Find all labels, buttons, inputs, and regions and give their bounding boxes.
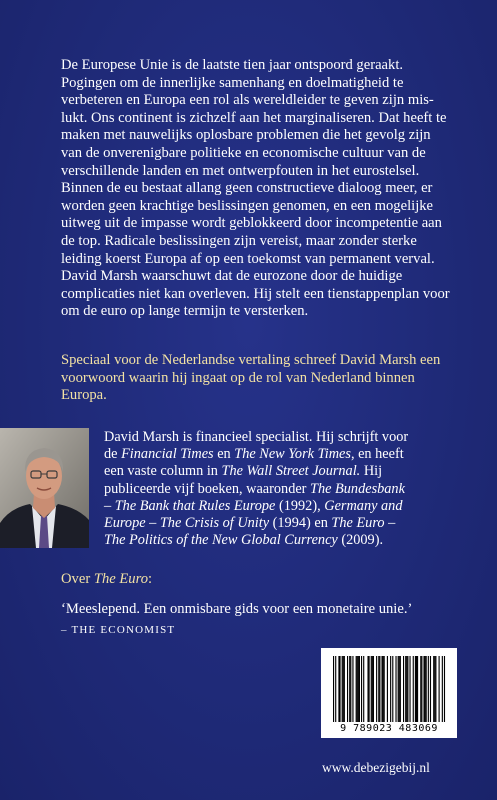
bio-line: – The Bank that Rules Europe (1992), Germany and bbox=[104, 497, 403, 514]
blurb-line: lukt. Ons continent is zichzelf aan het marginaliseren. Dat heeft te bbox=[61, 109, 447, 126]
blurb-text bbox=[61, 57, 466, 321]
barcode-bar bbox=[415, 656, 416, 722]
barcode-bar bbox=[381, 656, 382, 722]
blurb-line: De Europese Unie is de laatste tien jaar ontspoord geraakt. bbox=[61, 57, 404, 73]
barcode-bar bbox=[426, 656, 427, 722]
barcode-bar bbox=[343, 656, 344, 722]
barcode-bar bbox=[344, 656, 345, 722]
barcode-bar bbox=[338, 656, 339, 722]
barcode-bar bbox=[423, 656, 424, 722]
barcode-bar bbox=[400, 656, 401, 722]
barcode-bar bbox=[403, 656, 404, 722]
note-line: Europa. bbox=[61, 387, 107, 404]
author-photo bbox=[0, 428, 89, 548]
blurb-line: Binnen de eu bestaat allang geen constructieve dialoog meer, er bbox=[61, 180, 433, 197]
barcode-bar bbox=[349, 656, 350, 722]
barcode-bar bbox=[371, 656, 372, 722]
barcode-bar bbox=[347, 656, 348, 722]
barcode-bar bbox=[430, 656, 431, 722]
blurb-line: de top. Radicale beslissingen zijn vereist, maar zonder sterke bbox=[61, 232, 417, 249]
blurb-line: complicaties niet kan overleven. Hij stelt een tienstappenplan voor bbox=[61, 285, 450, 302]
barcode-bar bbox=[369, 656, 370, 722]
blurb-line: leiding koerst Europa af op een toekomst van permanent verval. bbox=[61, 250, 435, 267]
barcode-bar bbox=[350, 656, 351, 722]
barcode-bar bbox=[444, 656, 445, 722]
barcode-bar bbox=[383, 656, 384, 722]
isbn-number: 9 789023 483069 bbox=[340, 723, 438, 734]
blurb-line: verschillende landen en met ontwerpfouten in het eurostelsel. bbox=[61, 162, 420, 179]
barcode-bar bbox=[406, 656, 407, 722]
bio-line: The Politics of the New Global Currency (2009). bbox=[104, 532, 384, 549]
barcode-bar bbox=[399, 656, 400, 722]
isbn-barcode bbox=[321, 648, 457, 738]
barcode-bar bbox=[356, 656, 357, 722]
barcode-bar bbox=[367, 656, 368, 722]
barcode-bar bbox=[359, 656, 360, 722]
barcode-bar bbox=[435, 656, 436, 722]
bio-line: Europe – The Crisis of Unity (1994) en The Euro – bbox=[104, 515, 396, 532]
barcode-bar bbox=[413, 656, 414, 722]
barcode-bar bbox=[372, 656, 373, 722]
barcode-bar bbox=[378, 656, 379, 722]
blurb-line: Pogingen om de innerlijke samenhang en doelmatigheid te bbox=[61, 74, 404, 91]
barcode-bar bbox=[357, 656, 358, 722]
barcode-bar bbox=[361, 656, 362, 722]
review-source: – THE ECONOMIST bbox=[61, 624, 176, 636]
blurb-line: uitweg uit de impasse wordt geblokkeerd door incompetentie aan bbox=[61, 215, 442, 232]
barcode-bar bbox=[335, 656, 336, 722]
barcode-bar bbox=[352, 656, 353, 722]
barcode-bar bbox=[428, 656, 429, 722]
blurb-line: David Marsh waarschuwt dat de eurozone door de huidige bbox=[61, 268, 403, 285]
dutch-edition-note bbox=[61, 352, 466, 405]
bio-line: een vaste column in The Wall Street Journal. Hij bbox=[104, 463, 383, 480]
note-line: Speciaal voor de Nederlandse vertaling schreef David Marsh een bbox=[61, 352, 441, 368]
barcode-bar bbox=[416, 656, 417, 722]
barcode-bar bbox=[421, 656, 422, 722]
barcode-bar bbox=[420, 656, 421, 722]
barcode-bar bbox=[433, 656, 434, 722]
bio-line: publiceerde vijf boeken, waaronder The Bundesbank bbox=[104, 480, 405, 497]
barcode-bar bbox=[379, 656, 380, 722]
barcode-bar bbox=[342, 656, 343, 722]
bio-line: de Financial Times en The New York Times, en heeft bbox=[104, 446, 404, 463]
barcode-bar bbox=[405, 656, 406, 722]
blurb-line: verbeteren en Europa een rol als wereldleider te geven zijn mis- bbox=[61, 92, 434, 109]
barcode-bar bbox=[358, 656, 359, 722]
publisher-website[interactable]: www.debezigebij.nl bbox=[322, 760, 430, 775]
barcode-bar bbox=[434, 656, 435, 722]
barcode-bar bbox=[417, 656, 418, 722]
barcode-bar bbox=[409, 656, 410, 722]
barcode-bar bbox=[387, 656, 388, 722]
barcode-bar bbox=[398, 656, 399, 722]
barcode-bar bbox=[425, 656, 426, 722]
review-quote: ‘Meeslepend. Een onmisbare gids voor een monetaire unie.’ bbox=[61, 601, 413, 617]
blurb-line: worden geen krachtige beslissingen genomen, en een mogelijke bbox=[61, 197, 434, 214]
bio-line: David Marsh is financieel specialist. Hij schrijft voor bbox=[104, 429, 409, 445]
barcode-bar bbox=[333, 656, 334, 722]
barcode-bar bbox=[392, 656, 393, 722]
barcode-bar bbox=[363, 656, 364, 722]
barcode-bar bbox=[395, 656, 396, 722]
blurb-line: om de euro op lange termijn te versterken. bbox=[61, 303, 309, 320]
barcode-bar bbox=[384, 656, 385, 722]
barcode-bar bbox=[373, 656, 374, 722]
barcode-bar bbox=[339, 656, 340, 722]
review-heading: Over The Euro: bbox=[61, 571, 153, 587]
barcode-bar bbox=[376, 656, 377, 722]
barcode-bar bbox=[390, 656, 391, 722]
blurb-line: van de onverenigbare politieke en economische cultuur van de bbox=[61, 144, 426, 161]
barcode-bar bbox=[439, 656, 440, 722]
blurb-line: maken met nauwelijks oplosbare problemen die het gevolg zijn bbox=[61, 127, 431, 144]
barcode-bar bbox=[407, 656, 408, 722]
barcode-bar bbox=[442, 656, 443, 722]
author-bio bbox=[104, 429, 474, 549]
note-line: voorwoord waarin hij ingaat op de rol van Nederland binnen bbox=[61, 369, 415, 386]
